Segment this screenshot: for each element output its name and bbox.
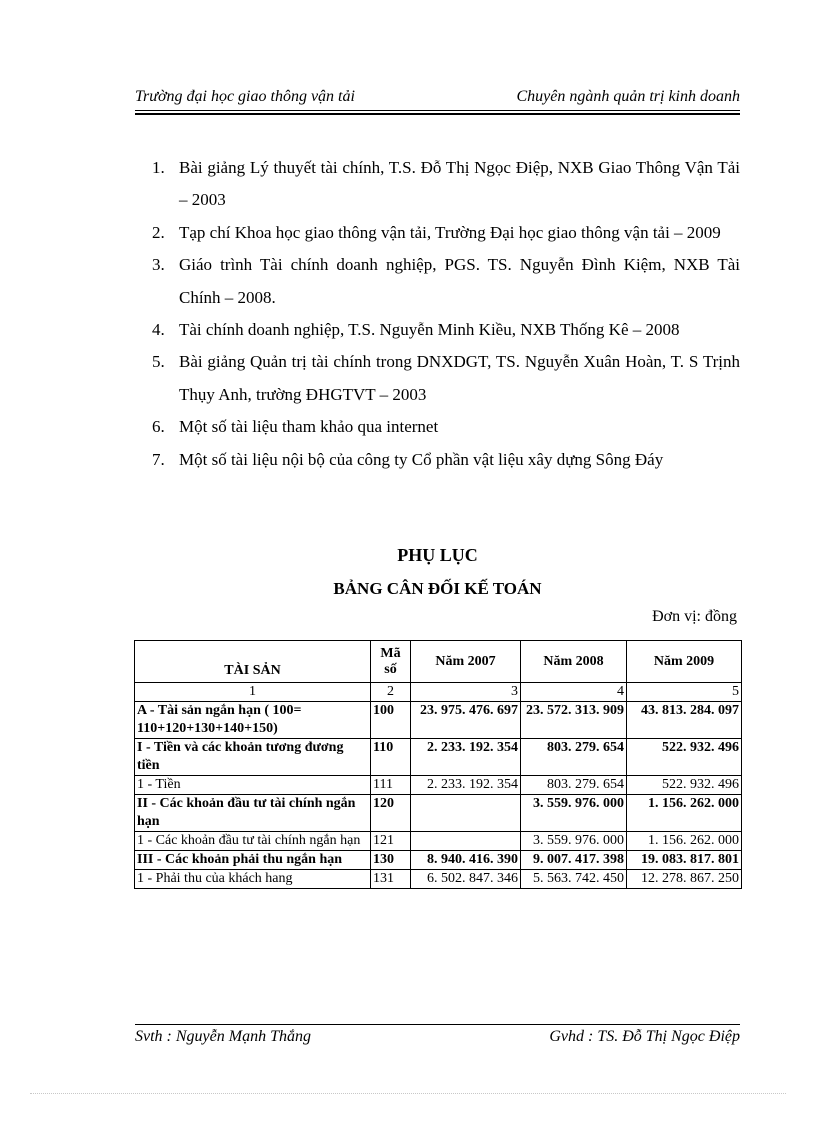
value-2009: 12. 278. 867. 250 [627, 870, 742, 889]
row-label: I - Tiền và các khoản tương đương tiền [135, 739, 371, 776]
footer-advisor: Gvhd : TS. Đỗ Thị Ngọc Điệp [549, 1028, 740, 1045]
appendix-title: PHỤ LỤC [397, 545, 478, 565]
row-code: 131 [371, 870, 411, 889]
reference-text: Bài giảng Lý thuyết tài chính, T.S. Đỗ Thị Ngọc Điệp, NXB Giao Thông Vận Tải – 2003 [179, 158, 740, 210]
reference-item [152, 249, 740, 314]
value-2008: 803. 279. 654 [521, 739, 627, 776]
table-row [135, 776, 742, 795]
row-code: 121 [371, 832, 411, 851]
index-cell: 3 [411, 683, 521, 702]
value-2008: 3. 559. 976. 000 [521, 795, 627, 832]
value-2008: 803. 279. 654 [521, 776, 627, 795]
value-2007 [411, 795, 521, 832]
row-code: 130 [371, 851, 411, 870]
table-row [135, 702, 742, 739]
value-2008: 5. 563. 742. 450 [521, 870, 627, 889]
value-2007: 2. 233. 192. 354 [411, 776, 521, 795]
reference-item [152, 411, 740, 443]
reference-number: 3. [152, 255, 165, 275]
value-2009: 19. 083. 817. 801 [627, 851, 742, 870]
reference-number: 2. [152, 222, 165, 242]
header-rule-thick [135, 113, 740, 115]
index-cell: 4 [521, 683, 627, 702]
value-2009: 522. 932. 496 [627, 739, 742, 776]
balance-sheet-table [134, 640, 742, 889]
header-2007: Năm 2007 [411, 641, 521, 683]
value-2009: 1. 156. 262. 000 [627, 795, 742, 832]
reference-text: Tài chính doanh nghiệp, T.S. Nguyễn Minh Kiều, NXB Thống Kê – 2008 [179, 320, 680, 340]
value-2007: 8. 940. 416. 390 [411, 851, 521, 870]
reference-text: Giáo trình Tài chính doanh nghiệp, PGS. TS. Nguyễn Đình Kiệm, NXB Tài Chính – 2008. [179, 255, 740, 307]
header-code: Mã số [371, 641, 411, 683]
table-row [135, 832, 742, 851]
footer-student: Svth : Nguyễn Mạnh Thắng [135, 1028, 311, 1045]
value-2008: 9. 007. 417. 398 [521, 851, 627, 870]
reference-item [152, 152, 740, 217]
value-2007: 6. 502. 847. 346 [411, 870, 521, 889]
row-code: 100 [371, 702, 411, 739]
currency-unit: Đơn vị: đồng [652, 608, 737, 625]
table-row [135, 870, 742, 889]
reference-item [152, 346, 740, 411]
header-2008: Năm 2008 [521, 641, 627, 683]
row-label: 1 - Phải thu của khách hang [135, 870, 371, 889]
balance-sheet-title: BẢNG CÂN ĐỐI KẾ TOÁN [333, 579, 542, 598]
value-2007: 2. 233. 192. 354 [411, 739, 521, 776]
header-rule [135, 110, 740, 111]
header-2009: Năm 2009 [627, 641, 742, 683]
index-cell: 1 [135, 683, 371, 702]
page-header [135, 88, 740, 110]
table-row [135, 795, 742, 832]
reference-text: Tạp chí Khoa học giao thông vận tải, Trường Đại học giao thông vận tải – 2009 [179, 222, 721, 242]
reference-number: 7. [152, 449, 165, 469]
value-2008: 23. 572. 313. 909 [521, 702, 627, 739]
table-row [135, 851, 742, 870]
row-code: 111 [371, 776, 411, 795]
row-label: III - Các khoản phải thu ngắn hạn [135, 851, 371, 870]
index-cell: 5 [627, 683, 742, 702]
header-school: Trường đại học giao thông vận tải [135, 88, 355, 105]
page-bottom-dotted-line [30, 1093, 786, 1094]
header-assets: TÀI SẢN [135, 641, 371, 683]
reference-item [152, 217, 740, 249]
table-header-row [135, 641, 742, 683]
value-2007 [411, 832, 521, 851]
table-index-row [135, 683, 742, 702]
value-2009: 43. 813. 284. 097 [627, 702, 742, 739]
reference-item [152, 444, 740, 476]
reference-number: 5. [152, 352, 165, 372]
row-label: A - Tài sản ngắn hạn ( 100= 110+120+130+140+150) [135, 702, 371, 739]
value-2007: 23. 975. 476. 697 [411, 702, 521, 739]
value-2009: 1. 156. 262. 000 [627, 832, 742, 851]
reference-text: Một số tài liệu nội bộ của công ty Cổ phần vật liệu xây dựng Sông Đáy [179, 449, 664, 469]
reference-list [152, 152, 740, 476]
reference-number: 1. [152, 158, 165, 177]
value-2008: 3. 559. 976. 000 [521, 832, 627, 851]
value-2009: 522. 932. 496 [627, 776, 742, 795]
footer-rule [135, 1024, 740, 1025]
row-label: II - Các khoản đầu tư tài chính ngắn hạn [135, 795, 371, 832]
index-cell: 2 [371, 683, 411, 702]
header-major: Chuyên ngành quản trị kinh doanh [516, 88, 740, 105]
row-label: 1 - Các khoản đầu tư tài chính ngắn hạn [135, 832, 371, 851]
row-code: 120 [371, 795, 411, 832]
reference-text: Bài giảng Quản trị tài chính trong DNXDGT, TS. Nguyễn Xuân Hoàn, T. S Trịnh Thụy Anh, trường ĐHGTVT – 2003 [179, 352, 740, 404]
row-label: 1 - Tiền [135, 776, 371, 795]
reference-item [152, 314, 740, 346]
reference-number: 6. [152, 417, 165, 437]
reference-number: 4. [152, 320, 165, 340]
reference-text: Một số tài liệu tham khảo qua internet [179, 417, 439, 437]
row-code: 110 [371, 739, 411, 776]
table-row [135, 739, 742, 776]
